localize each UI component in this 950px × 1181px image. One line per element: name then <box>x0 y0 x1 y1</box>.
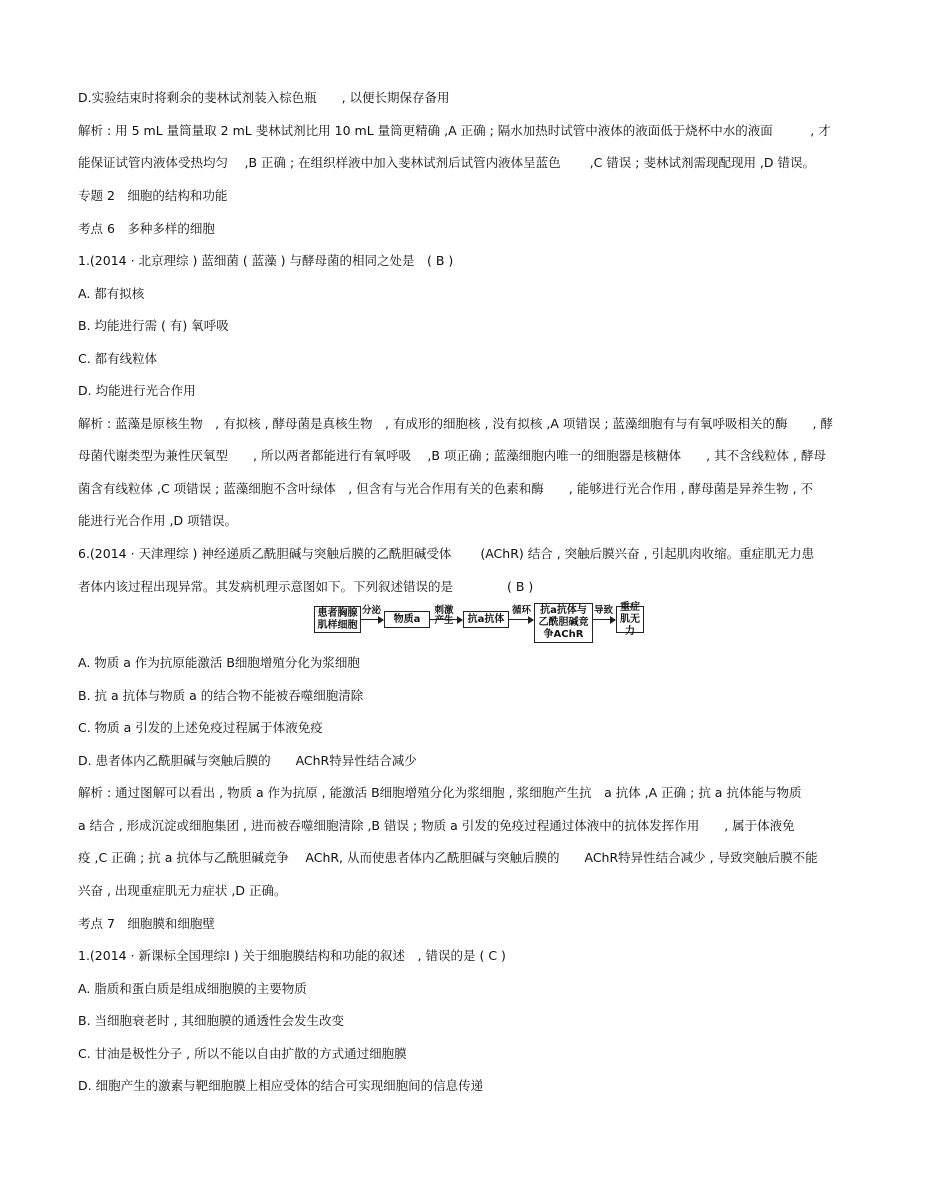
explanation-line: 解析 : 通过图解可以看出 , 物质 a 作为抗原 , 能激活 B细胞增殖分化为浆细胞 , 浆细胞产生抗 a 抗体 ,A 正确 ; 抗 a 抗体能与物质 <box>78 785 802 800</box>
option-d: D. 细胞产生的激素与靶细胞膜上相应受体的结合可实现细胞间的信息传递 <box>78 1078 484 1093</box>
option-d: D. 均能进行光合作用 <box>78 383 196 398</box>
option-b: B. 抗 a 抗体与物质 a 的结合物不能被吞噬细胞清除 <box>78 688 364 703</box>
explanation-line: 兴奋 , 出现重症肌无力症状 ,D 正确。 <box>78 883 287 898</box>
diagram-arrow-label: 循环 <box>512 605 532 616</box>
question-line: 6.(2014 · 天津理综 ) 神经递质乙酰胆碱与突触后膜的乙酰胆碱受体 (AChR) 结合 , 突触后膜兴奋 , 引起肌肉收缩。重症肌无力患 <box>78 546 815 561</box>
option-d-line: D.实验结束时将剩余的斐林试剂装入棕色瓶 , 以便长期保存备用 <box>78 90 450 105</box>
explanation-line: 解析 : 用 5 mL 量筒量取 2 mL 斐林试剂比用 10 mL 量筒更精确 ,A 正确 ; 隔水加热时试管中液体的液面低于烧杯中水的液面 , 才 <box>78 123 831 138</box>
explanation-line: 解析 : 蓝藻是原核生物 , 有拟核 , 酵母菌是真核生物 , 有成形的细胞核 , 没有拟核 ,A 项错误 ; 蓝藻细胞有与有氧呼吸相关的酶 , 酵 <box>78 416 833 431</box>
diagram-box-substance-a: 物质a <box>384 611 430 628</box>
diagram-arrow <box>509 619 533 620</box>
question-line: 1.(2014 · 北京理综 ) 蓝细菌 ( 蓝藻 ) 与酵母菌的相同之处是 ( B ) <box>78 253 454 268</box>
explanation-line: a 结合 , 形成沉淀或细胞集团 , 进而被吞噬细胞清除 ,B 错误 ; 物质 a 引发的免疫过程通过体液中的抗体发挥作用 , 属于体液免 <box>78 818 795 833</box>
section-heading: 专题 2 细胞的结构和功能 <box>78 188 228 203</box>
option-a: A. 物质 a 作为抗原能激活 B细胞增殖分化为浆细胞 <box>78 655 360 670</box>
option-c: C. 物质 a 引发的上述免疫过程属于体液免疫 <box>78 720 323 735</box>
option-a: A. 都有拟核 <box>78 286 145 301</box>
question-line: 1.(2014 · 新课标全国理综Ⅰ ) 关于细胞膜结构和功能的叙述 , 错误的是 ( C ) <box>78 948 506 963</box>
diagram-box-competition: 抗a抗体与乙酰胆碱竞争AChR <box>534 603 593 643</box>
option-c: C. 甘油是极性分子 , 所以不能以自由扩散的方式通过细胞膜 <box>78 1046 407 1061</box>
option-c: C. 都有线粒体 <box>78 351 158 366</box>
diagram-box-thymus-cells: 患者胸腺肌样细胞 <box>314 606 361 633</box>
explanation-line: 能保证试管内液体受热均匀 ,B 正确 ; 在组织样液中加入斐林试剂后试管内液体呈蓝色 ,C 错误 ; 斐林试剂需现配现用 ,D 错误。 <box>78 155 816 170</box>
option-a: A. 脂质和蛋白质是组成细胞膜的主要物质 <box>78 981 307 996</box>
explanation-line: 菌含有线粒体 ,C 项错误 ; 蓝藻细胞不含叶绿体 , 但含有与光合作用有关的色素和酶 , 能够进行光合作用 , 酵母菌是异养生物 , 不 <box>78 481 814 496</box>
diagram-arrow <box>593 619 615 620</box>
explanation-line: 能进行光合作用 ,D 项错误。 <box>78 513 238 528</box>
explanation-line: 疫 ,C 正确 ; 抗 a 抗体与乙酰胆碱竞争 AChR, 从而使患者体内乙酰胆碱与突触后膜的 AChR特异性结合减少 , 导致突触后膜不能 <box>78 850 818 865</box>
question-line: 者体内该过程出现异常。其发病机理示意图如下。下列叙述错误的是 ( B ) <box>78 579 534 594</box>
subsection-heading: 考点 7 细胞膜和细胞壁 <box>78 916 215 931</box>
diagram-box-anti-a-antibody: 抗a抗体 <box>463 611 509 628</box>
option-b: B. 当细胞衰老时 , 其细胞膜的通透性会发生改变 <box>78 1013 344 1028</box>
mechanism-diagram <box>314 603 644 643</box>
diagram-arrow-label: 导致 <box>594 605 614 616</box>
option-b: B. 均能进行需 ( 有) 氧呼吸 <box>78 318 229 333</box>
diagram-arrow-label: 分泌 <box>362 605 382 616</box>
explanation-line: 母菌代谢类型为兼性厌氧型 , 所以两者都能进行有氧呼吸 ,B 项正确 ; 蓝藻细胞内唯一的细胞器是核糖体 , 其不含线粒体 , 酵母 <box>78 448 826 463</box>
diagram-arrow <box>361 619 383 620</box>
diagram-arrow-label: 刺激产生 <box>434 605 454 626</box>
option-d: D. 患者体内乙酰胆碱与突触后膜的 AChR特异性结合减少 <box>78 753 417 768</box>
subsection-heading: 考点 6 多种多样的细胞 <box>78 221 215 236</box>
diagram-box-myasthenia: 重症肌无力 <box>616 606 644 633</box>
